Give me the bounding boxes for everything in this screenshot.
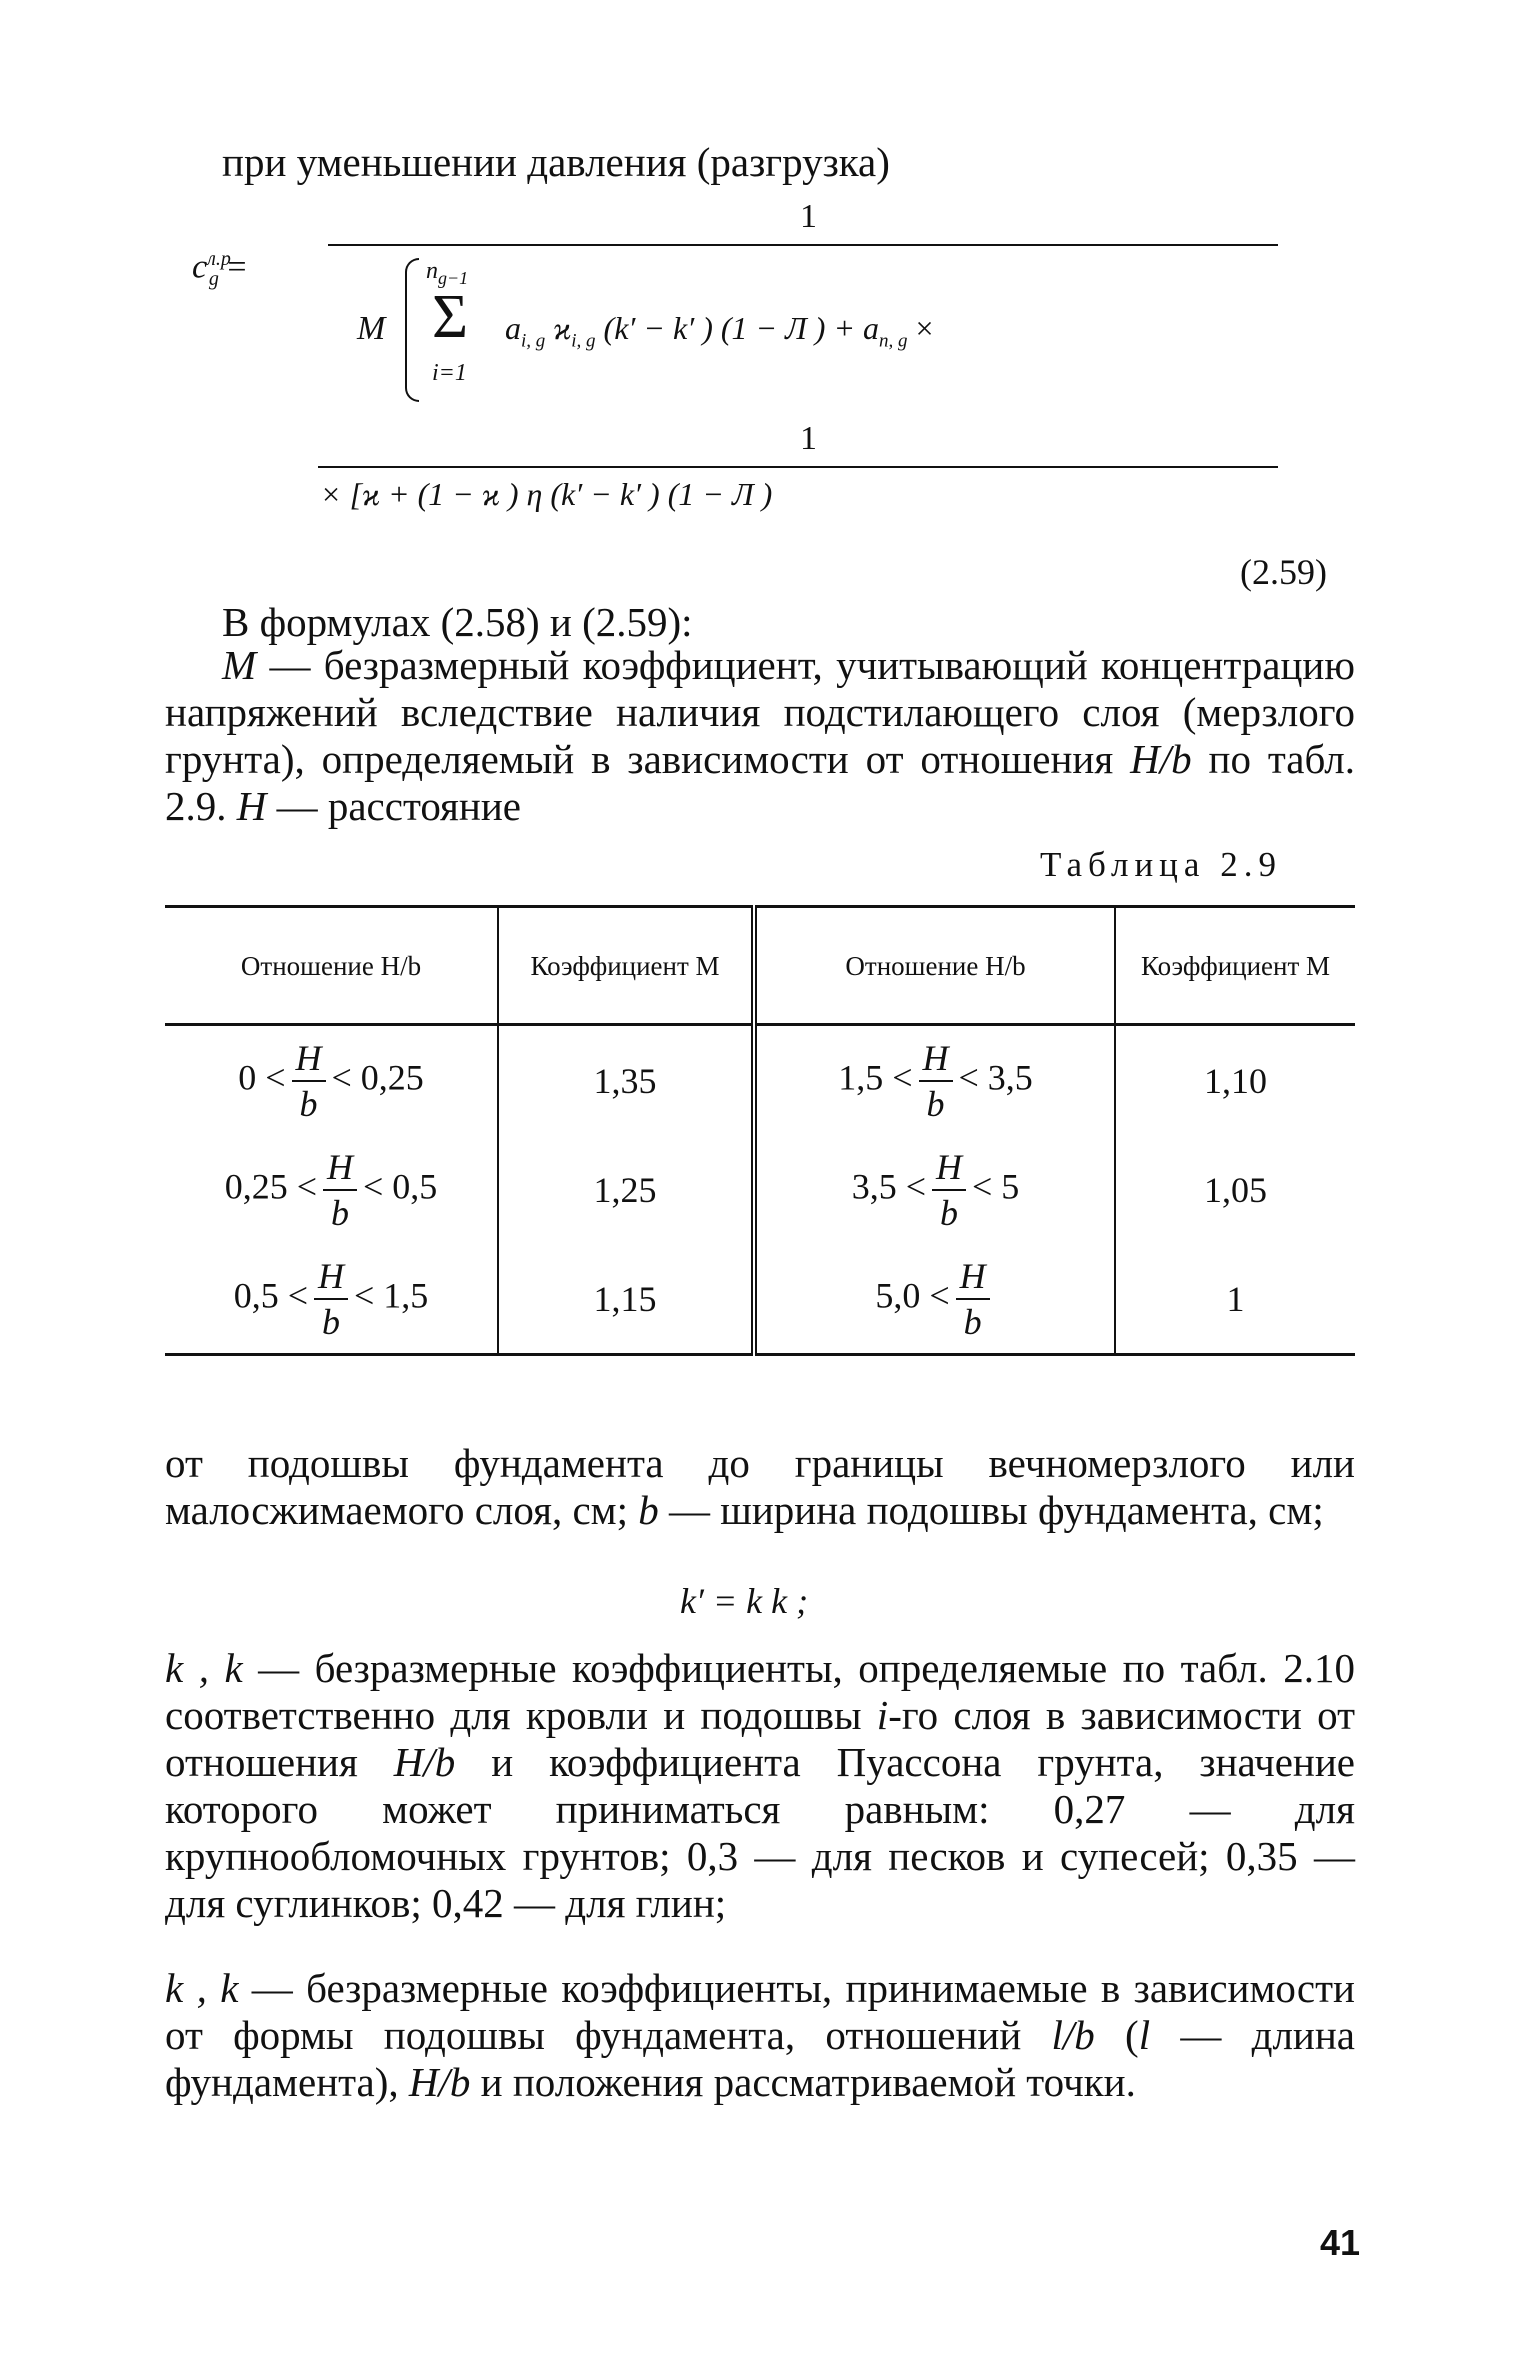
coef-value: 1,05	[1204, 1169, 1267, 1210]
fraction	[323, 1146, 357, 1233]
para5-text3: — длина фундамента),	[165, 2012, 1356, 2105]
para4-text2: -го слоя в зависимости от отношения	[165, 1692, 1355, 1785]
var-kmu: k , k	[165, 1645, 259, 1691]
table-row	[165, 1135, 1355, 1244]
para2-tail: — расстояние	[266, 783, 521, 829]
ratio-right: < 5	[972, 1165, 1020, 1206]
frac-num: H	[314, 1258, 348, 1300]
para4-text: — безразмерные коэффициенты, определяемые по табл. 2.10 соответственно для кровли и подошвы	[165, 1645, 1355, 1738]
para-kmu-definition	[165, 1645, 1355, 1927]
fraction	[932, 1146, 966, 1233]
table-caption: Таблица 2.9	[1040, 845, 1282, 884]
coef-value: 1,35	[498, 1025, 754, 1136]
table-2-9	[165, 905, 1355, 1356]
ratio-left: 0,25 <	[224, 1165, 317, 1206]
para5-text: — безразмерные коэффициенты, принимаемые в зависимости от формы подошвы фундамента, отношений	[165, 1965, 1355, 2058]
fraction	[956, 1255, 990, 1342]
fraction-bar-2	[318, 466, 1278, 468]
para2-ratio: H/b	[1130, 736, 1192, 782]
para5-ratio2: H/b	[408, 2059, 471, 2105]
formula-k: k′ = k k ;	[680, 1581, 809, 1621]
var-l: l	[1138, 2012, 1151, 2058]
ratio-right: < 0,25	[331, 1056, 424, 1097]
frac-num: H	[932, 1149, 966, 1191]
sum-body: a	[505, 310, 521, 346]
var-b: b	[638, 1487, 659, 1533]
fraction	[292, 1037, 326, 1124]
intro-line: при уменьшении давления (разгрузка)	[222, 139, 890, 185]
frac-num: H	[919, 1040, 953, 1082]
ratio-right: < 3,5	[958, 1056, 1033, 1097]
para2-text: — безразмерный коэффициент, учитывающий концентрацию напряжений вследствие наличия подстилающего слоя (мерзлого грунта), определяемый в зависимости от отношения	[165, 642, 1355, 782]
para5-text4: и положения рассматриваемой точки.	[470, 2059, 1136, 2105]
coef-value: 1,10	[1204, 1060, 1267, 1101]
brace-icon	[405, 258, 419, 402]
table-row	[165, 1244, 1355, 1355]
frac-den: b	[940, 1192, 958, 1233]
frac-den: b	[963, 1301, 982, 1342]
header-ratio-2: Отношение H/b	[754, 907, 1115, 1025]
fraction	[919, 1037, 953, 1124]
sigma-icon: Σ	[432, 283, 469, 351]
ratio-left: 3,5 <	[851, 1165, 926, 1206]
formula-num2: 1	[800, 420, 817, 457]
table-row	[165, 1025, 1355, 1136]
formula-num1: 1	[800, 198, 817, 235]
coef-value: 1,15	[498, 1244, 754, 1355]
para5-ratio1: l/b	[1051, 2012, 1095, 2058]
ratio-left: 1,5 <	[838, 1056, 913, 1097]
coef-value: 1	[1115, 1244, 1355, 1355]
coef-value: 1,25	[498, 1135, 754, 1244]
frac-den: b	[926, 1083, 945, 1124]
ratio-right: < 1,5	[354, 1274, 429, 1315]
frac-num: H	[956, 1258, 990, 1300]
para2-mid: по табл. 2.9.	[165, 736, 1355, 829]
var-m: М	[222, 642, 257, 688]
sum-upper-sub: g−1	[438, 267, 469, 288]
sum-upper: n	[426, 258, 438, 284]
frac-num: H	[292, 1040, 326, 1082]
ratio-right: < 0,5	[363, 1165, 438, 1206]
header-coef-1: Коэффициент М	[498, 907, 754, 1025]
ratio-left: 0,5 <	[233, 1274, 308, 1315]
header-ratio-1: Отношение H/b	[165, 907, 498, 1025]
para-formulas: В формулах (2.58) и (2.59):	[222, 599, 693, 645]
sum-body-tail: (k′ − k′ ) (1 − Л ) + a	[603, 310, 880, 346]
ratio-left: 0 <	[238, 1056, 286, 1097]
var-i: i	[876, 1692, 889, 1738]
para5-text2: (	[1094, 2012, 1139, 2058]
frac-num: H	[323, 1149, 357, 1191]
formula-M: M	[357, 310, 386, 347]
formula-times: ×	[915, 310, 934, 346]
var-k: k , k	[165, 1965, 252, 2011]
formula-line2: × [ϰ + (1 − ϰ ) η (k′ − k′ ) (1 − Л )	[320, 476, 773, 512]
formula-lhs-sup: л.р	[207, 248, 231, 270]
ratio-left: 5,0 <	[875, 1274, 950, 1315]
formula-lhs-sub: g	[208, 268, 219, 291]
para-m-definition	[165, 642, 1355, 830]
formula-lhs: c	[192, 248, 208, 286]
para4-text3: и коэффициента Пуассона грунта, значение которого может приниматься равным: 0,27 — для крупнообломочных грунтов; 0,3 — для песков и супесей; 0,35 — для суглинков; 0,42 — для глин;	[165, 1739, 1355, 1926]
para-k-definition	[165, 1965, 1355, 2106]
sum-lower: i=1	[432, 360, 467, 386]
page-number: 41	[1320, 2222, 1361, 2263]
para3-text1: от подошвы фундамента до границы вечномерзлого или малосжимаемого слоя, см;	[165, 1440, 1355, 1533]
para4-ratio: H/b	[393, 1739, 456, 1785]
frac-den: b	[299, 1083, 318, 1124]
var-h: Н	[236, 783, 267, 829]
header-coef-2: Коэффициент М	[1115, 907, 1355, 1025]
fraction-bar-1	[328, 244, 1278, 246]
para-continuation	[165, 1440, 1355, 1534]
fraction	[314, 1255, 348, 1342]
formula-eq: =	[227, 248, 247, 286]
frac-den: b	[331, 1192, 349, 1233]
para3-text2: — ширина подошвы фундамента, см;	[658, 1487, 1324, 1533]
formula-number: (2.59)	[1240, 552, 1327, 592]
frac-den: b	[322, 1301, 340, 1342]
